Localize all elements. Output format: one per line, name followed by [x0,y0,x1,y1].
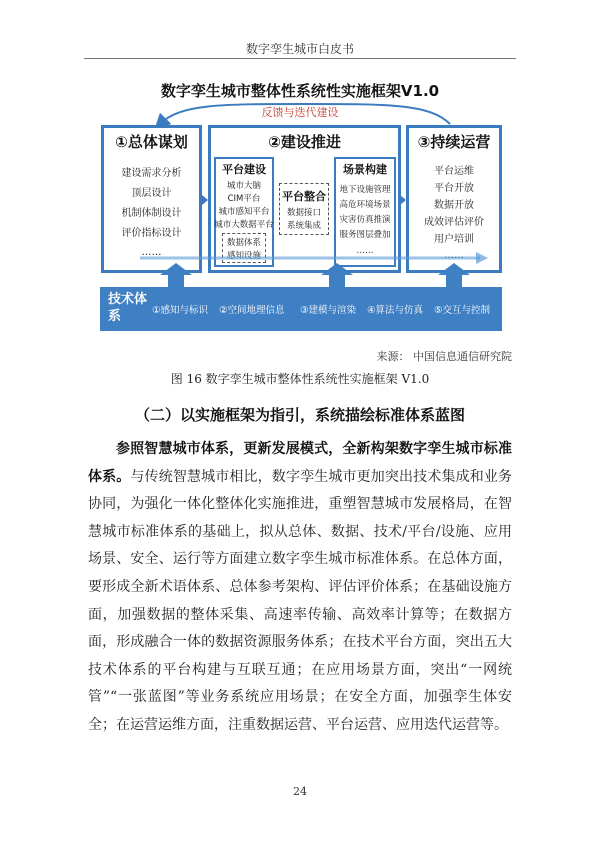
phase1-item: 建设需求分析 [121,168,182,179]
figure-caption: 图 16 数字孪生城市整体性系统性实施框架 V1.0 [170,372,430,386]
integration-item: 数据接口 [286,208,321,218]
header-rule [84,58,516,59]
body-text: 与传统智慧城市相比，数字孪生城市更加突出技术集成和业务协同，为强化一体化整体化实施推进，重塑智慧城市发展格局，在智慧城市标准体系的基础上，拟从总体、数据、技术/平台/设施、应用场景、安全、运行等方面建立数字孪生城市标准体系。在总体方面，要形成全新术语体系、总体参考架构、评估评价体系；在基础设施方面，加强数据的整体采集、高速率传输、高效率计算等；在数据方面，形成融合一体的数据资源服务体系；在技术平台方面，突出五大技术体系的平台构建与互联互通；在应用场景方面，突出“一网统管”“一张蓝图”等业务系统应用场景；在安全方面，加强孪生体安全；在运营运维方面，注重数据运营、平台运营、应用迭代运营等。 [88,468,513,733]
phase3-item: 平台运维 [434,166,474,177]
platform-item: 城市感知平台 [218,207,270,217]
scene-item: 灾害仿真推演 [339,215,391,225]
body-lead-bold: 参照智慧城市体系，更新发展模式，全新构架数字孪生城市标准体系。 [88,441,512,485]
phase1-item: 评价指标设计 [121,228,182,239]
platform-item: CIM平台 [227,194,261,204]
phase3-more: …… [444,250,464,261]
tech-item: ⑤交互与控制 [434,305,491,316]
page-number: 24 [293,785,307,798]
scene-item: 地下设施管理 [339,185,391,195]
scene-item: 高危环境场景 [339,200,391,210]
technology-system-label: 技术体系 [108,292,148,324]
phase2-title: ②建设推进 [268,133,341,151]
tech-item: ③建模与渲染 [300,305,357,316]
running-header: 数字孪生城市白皮书 [245,42,354,56]
scene-building-title: 场景构建 [343,163,387,176]
phase3-item: 用户培训 [434,234,474,245]
phase1-item: 顶层设计 [131,188,172,199]
phase1-title: ①总体谋划 [115,133,188,151]
scene-more: …… [356,246,374,256]
tech-item: ②空间地理信息 [219,305,285,316]
figure-title: 数字孪生城市整体性系统性实施框架V1.0 [160,82,440,100]
tech-item: ①感知与标识 [152,305,209,316]
integration-item: 系统集成 [286,221,321,231]
section-heading: （二）以实施框架为指引，系统描绘标准体系蓝图 [134,406,465,424]
platform-inner-item: 数据体系 [226,238,261,248]
figure-source: 来源： 中国信息通信研究院 [376,350,512,363]
scene-item: 服务图层叠加 [339,230,391,240]
phase3-item: 成效评估评价 [424,217,484,228]
phase1-more: …… [141,247,162,258]
body-paragraph [88,436,512,740]
platform-item: 城市大脑 [226,181,261,191]
platform-inner-item: 感知设施 [226,251,261,261]
tech-item: ④算法与仿真 [367,305,424,316]
feedback-label: 反馈与迭代建设 [261,106,339,119]
platform-item: 城市大数据平台 [214,220,274,230]
flow-arrows [100,125,502,290]
phase1-item: 机制体制设计 [121,208,182,219]
phase3-item: 数据开放 [434,200,474,211]
platform-integration-title: 平台整合 [282,190,326,203]
phase3-title: ③持续运营 [417,133,491,151]
platform-building-title: 平台建设 [222,163,266,176]
phase3-item: 平台开放 [434,183,474,194]
